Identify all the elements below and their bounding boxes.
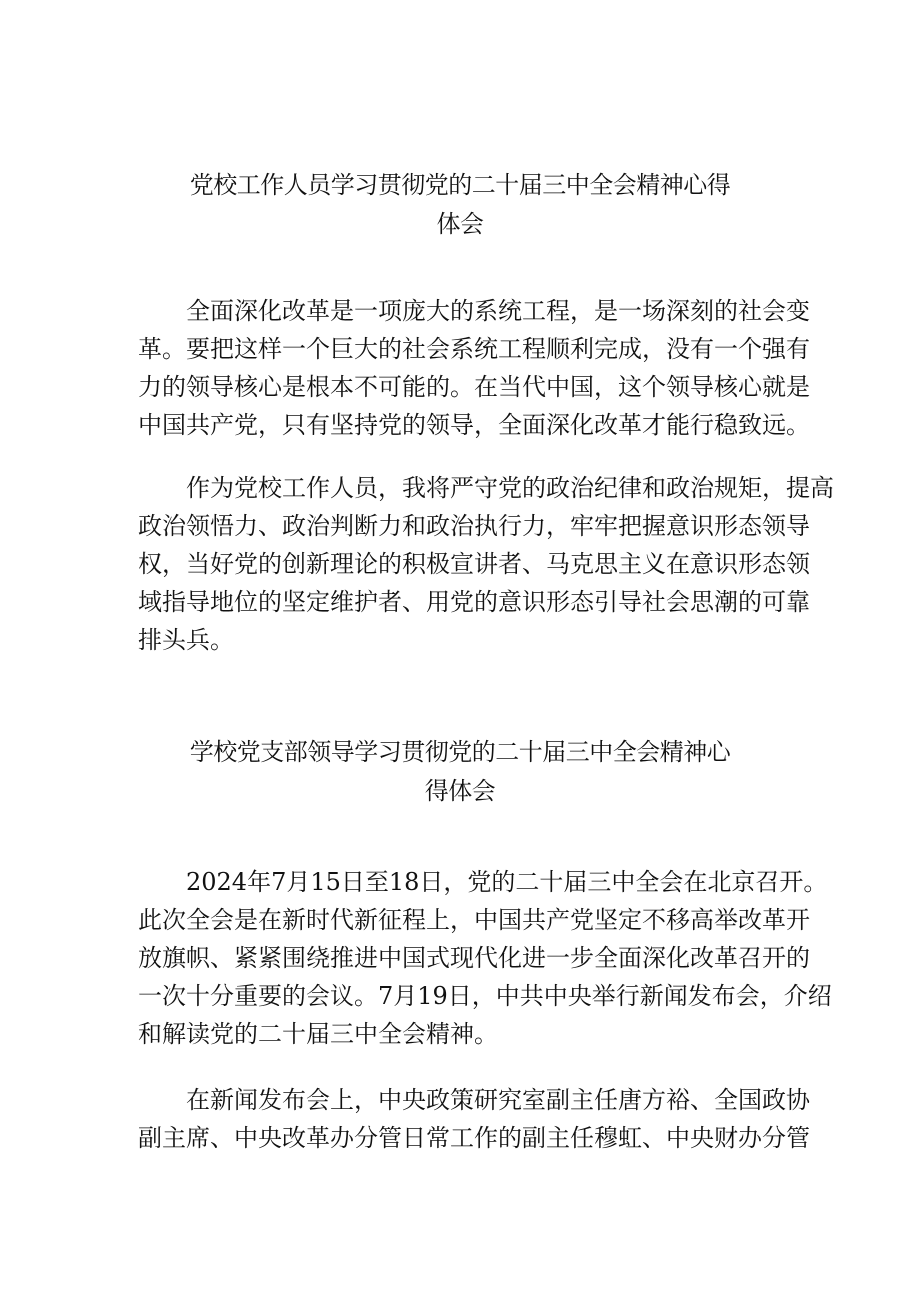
section1-paragraph-1 bbox=[138, 292, 810, 444]
paragraph-line: 此次全会是在新时代新征程上，中国共产党坚定不移高举改革开 bbox=[138, 906, 810, 934]
paragraph-line: 力的领导核心是根本不可能的。在当代中国，这个领导核心就是 bbox=[138, 373, 810, 401]
paragraph-line: 革。要把这样一个巨大的社会系统工程顺利完成，没有一个强有 bbox=[138, 335, 810, 363]
paragraph-line: 2024年7月15日至18日，党的二十届三中全会在北京召开。 bbox=[186, 868, 828, 896]
paragraph-line: 中国共产党，只有坚持党的领导，全面深化改革才能行稳致远。 bbox=[138, 411, 810, 439]
paragraph-line: 权，当好党的创新理论的积极宣讲者、马克思主义在意识形态领 bbox=[138, 550, 810, 578]
section1-title-line: 党校工作人员学习贯彻党的二十届三中全会精神心得 bbox=[189, 171, 731, 199]
paragraph-line: 全面深化改革是一项庞大的系统工程，是一场深刻的社会变 bbox=[186, 297, 810, 325]
paragraph-line: 政治领悟力、政治判断力和政治执行力，牢牢把握意识形态领导 bbox=[138, 512, 810, 540]
paragraph-line: 在新闻发布会上，中央政策研究室副主任唐方裕、全国政协 bbox=[186, 1086, 810, 1114]
section2-paragraph-2 bbox=[138, 1081, 810, 1157]
section1-title bbox=[120, 166, 800, 244]
paragraph-line: 作为党校工作人员，我将严守党的政治纪律和政治规矩，提高 bbox=[186, 474, 834, 502]
paragraph-line: 域指导地位的坚定维护者、用党的意识形态引导社会思潮的可靠 bbox=[138, 588, 810, 616]
section2-title-line: 得体会 bbox=[424, 777, 496, 805]
section1-title-line: 体会 bbox=[436, 210, 484, 238]
paragraph-line: 副主席、中央改革办分管日常工作的副主任穆虹、中央财办分管 bbox=[138, 1124, 810, 1152]
paragraph-line: 一次十分重要的会议。7月19日，中共中央举行新闻发布会，介绍 bbox=[138, 982, 832, 1010]
section1-paragraph-2 bbox=[138, 469, 834, 659]
section2-title bbox=[120, 733, 800, 811]
paragraph-line: 排头兵。 bbox=[138, 626, 234, 654]
paragraph-line: 放旗帜、紧紧围绕推进中国式现代化进一步全面深化改革召开的 bbox=[138, 944, 810, 972]
section2-title-line: 学校党支部领导学习贯彻党的二十届三中全会精神心 bbox=[189, 738, 731, 766]
paragraph-line: 和解读党的二十届三中全会精神。 bbox=[138, 1020, 498, 1048]
section2-paragraph-1 bbox=[138, 863, 832, 1053]
